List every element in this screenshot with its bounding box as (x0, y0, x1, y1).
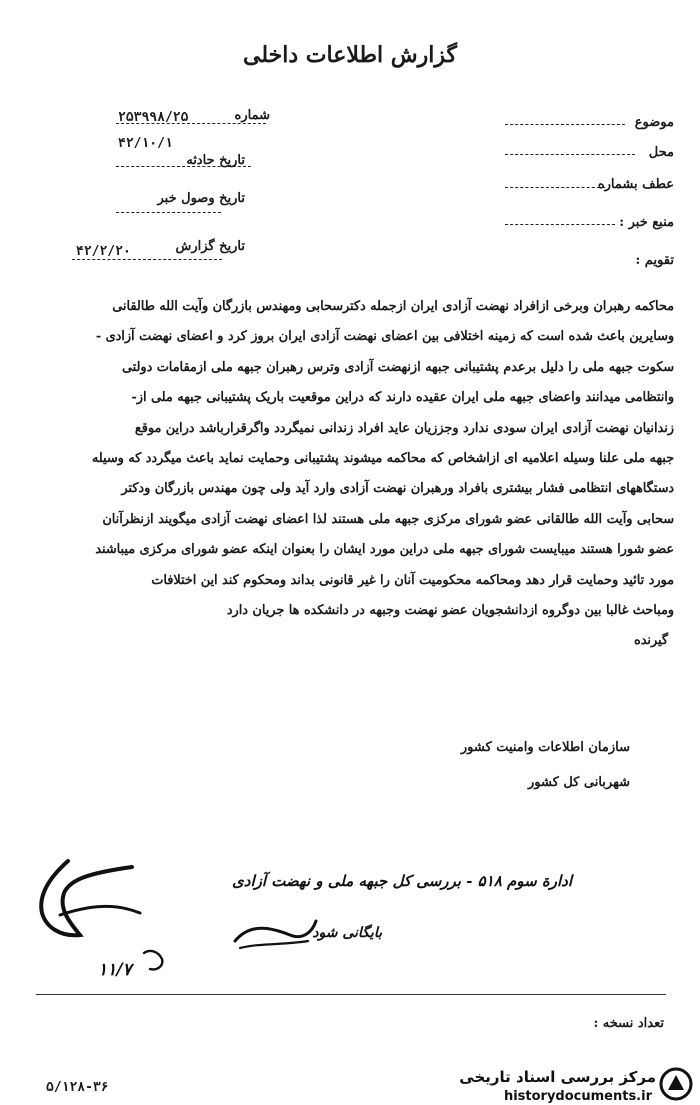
initial-scribble (230, 913, 320, 953)
report-body (28, 292, 674, 657)
watermark-text: مرکز بررسی اسناد تاریخی (459, 1068, 656, 1086)
handwritten-note: ادارة سوم ۵۱۸ - بررسی کل جبهه ملی و نهضت آزادی (232, 872, 572, 890)
follow-up-label: عطف بشماره (597, 177, 674, 192)
tick-mark (140, 945, 170, 975)
follow-up-dash-line (505, 187, 605, 188)
number-value: ۲۵۳۹۹۸/۲۵ (118, 110, 189, 125)
report-date-value: ۴۲/۲/۲۰ (76, 244, 131, 259)
body-line: جبهه ملی علنا وسیله اعلامیه ای ازاشخاص که محاکمه میشوند پشتیبانی وحمایت نماید باعث میگردد که وسیله (91, 451, 674, 467)
body-line: سحابی وآیت الله طالقانی عضو شورای مرکزی جبهه ملی هستند لذا اعضای نهضت آزادی میگویند ازنظرآنان (102, 511, 674, 527)
news-receipt-date-dash-line (116, 212, 221, 213)
body-line: وانتظامی میدانند واعضای جبهه ملی ایران عقیده دارند که دراین موقعیت باریک پشتیبانی جبهه ملی از- (131, 390, 674, 406)
incident-date-label: تاریخ حادثه (186, 153, 245, 168)
recipient-line-1: سازمان اطلاعات وامنیت کشور (460, 740, 630, 755)
report-date-dash-line (72, 259, 222, 260)
copies-label: تعداد نسخه : (593, 1016, 664, 1031)
body-line: عضو شورا هستند میبایست شورای جبهه ملی دراین مورد ایشان را بعنوان اینکه عضو شورای مرکزی میباشند (95, 542, 674, 558)
document-code: ۵/۱۲۸-۳۶ (46, 1080, 109, 1095)
body-line: دستگاههای انتظامی فشار بیشتری بافراد ورهبران نهضت آزادی وارد آید ولی چون مهندس بازرگان ودکتر (121, 481, 674, 497)
number-label: شماره (234, 108, 270, 123)
incident-date-dash-line (116, 166, 251, 167)
body-line: محاکمه رهبران وبرخی ازافراد نهضت آزادی ایران ازجمله دکترسحابی ومهندس بازرگان وآیت الله طالقانی (112, 299, 674, 314)
body-line: زندانیان نهضت آزادی ایران سودی ندارد وجززیان عاید افراد زندانی نمیگردد واگرقرارباشد دراین موقع (134, 420, 674, 436)
place-dash-line (505, 154, 635, 155)
news-receipt-date-label: تاریخ وصول خبر (157, 191, 245, 206)
watermark-url: historydocuments.ir (503, 1089, 652, 1104)
place-label: محل (648, 145, 674, 160)
body-line: مورد تائید وحمایت قرار دهد ومحاکمه محکومیت آنان را غیر قانونی بداند ومحکوم کند این اختلافات (151, 572, 674, 588)
closing-text: گیرنده (634, 633, 668, 649)
source-dash-line (505, 224, 615, 225)
body-line: ومباحث غالبا بین دوگروه ازدانشجویان عضو نهضت وجبهه در دانشکده ها جریان دارد (226, 603, 674, 619)
signature-scribble (20, 855, 150, 950)
body-line: وسایرین باعث شده است که زمینه اختلافی بین اعضای نهضت آزادی ایران بروز کرد و اعضای نهضت آزادی - (95, 329, 674, 345)
footer-divider (36, 994, 666, 995)
recipient-line-2: شهربانی کل کشور (528, 775, 630, 790)
handwritten-date-mark: ۱۱/۷ (98, 960, 132, 980)
incident-date-value: ۴۲/۱۰/۱ (118, 136, 173, 151)
report-title: گزارش اطلاعات داخلی (243, 42, 457, 68)
archive-logo-icon (658, 1066, 694, 1102)
report-date-label: تاریخ گزارش (175, 239, 245, 254)
source-label: منبع خبر : (619, 215, 674, 230)
number-dash-line (116, 123, 266, 124)
body-line: سکوت جبهه ملی را دلیل برعدم پشتیبانی جبهه ازنهضت آزادی وترس رهبران جبهه ملی ازمقامات دولتی (121, 359, 674, 375)
handwritten-note-2: بایگانی شود (312, 925, 382, 941)
assessment-label: تقویم : (635, 253, 674, 268)
subject-label: موضوع (634, 115, 674, 130)
subject-dash-line (505, 124, 625, 125)
